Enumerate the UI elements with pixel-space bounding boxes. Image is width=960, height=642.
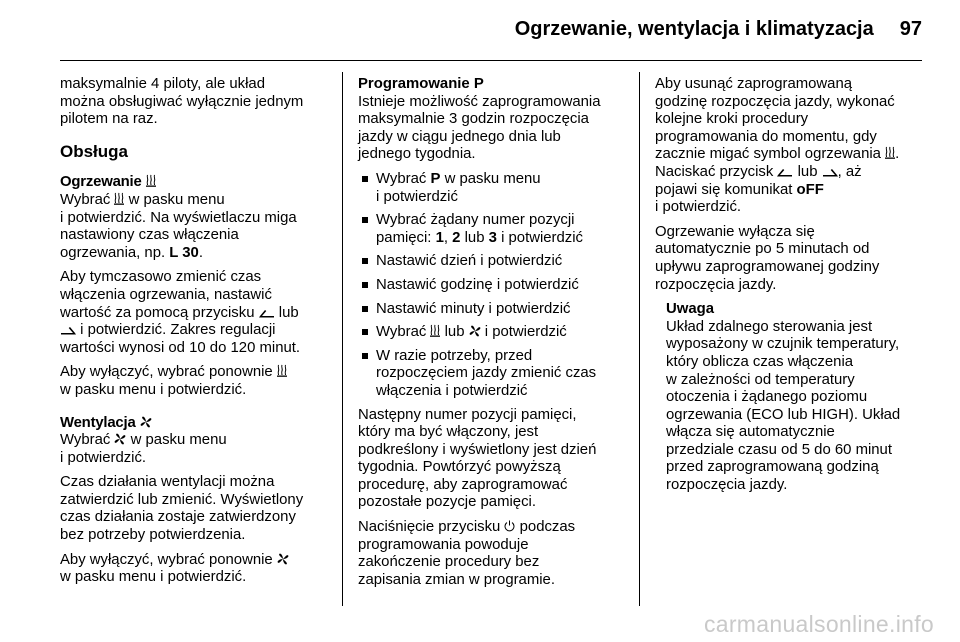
- page-title: Ogrzewanie, wentylacja i klimatyzacja: [514, 18, 874, 40]
- page-header: [515, 18, 922, 41]
- ventilation-heading: Wentylacja: [60, 415, 328, 433]
- note-title: Uwaga: [666, 301, 714, 318]
- heating-icon: [146, 174, 156, 187]
- column-1: [60, 76, 328, 594]
- list-item: Nastawić dzień i potwierdzić: [360, 253, 628, 271]
- watermark: carmanualsonline.info: [703, 611, 934, 637]
- column-3: [655, 76, 925, 495]
- column-divider: [342, 72, 343, 606]
- list-item: Nastawić godzinę i potwierdzić: [360, 277, 628, 295]
- power-button-icon: [504, 520, 515, 532]
- heating-icon: [277, 364, 287, 377]
- programming-heading: Programowanie P: [358, 76, 484, 92]
- heating-paragraph-1: Wybrać w pasku menu i potwierdzić. Na wyświetlaczu miga nastawiony czas włączenia ogrzewania, np. L 30.: [60, 191, 297, 261]
- note-box: Uwaga Układ zdalnego sterowania jest wyposażony w czujnik temperatury, który oblicza czas włączenia w zależności od temperatury otoczenia i żądanego poziomu ogrzewania (ECO lub HIGH). Układ włącza się automatycznie przedziale czasu od 5 do 60 minut przed zaprogramowaną godziną rozpoczęcia jazdy.: [666, 301, 901, 494]
- ventilation-fan-icon: [140, 416, 152, 428]
- heating-icon: [885, 146, 895, 159]
- programming-paragraph-3: Naciśnięcie przycisku podczas programowania powoduje zakończenie procedury bez zapisania zmian w programie.: [358, 519, 576, 588]
- list-item: Wybrać żądany numer pozycji pamięci: 1, 2 lub 3 i potwierdzić: [360, 212, 628, 247]
- ventilation-paragraph-2: Czas działania wentylacji można zatwierdzić lub zmienić. Wyświetlony czas działania zostaje zatwierdzony bez potrzeby potwierdzenia.: [60, 474, 304, 544]
- ventilation-fan-icon: [469, 325, 481, 337]
- ventilation-paragraph-3: Aby wyłączyć, wybrać ponownie w pasku menu i potwierdzić.: [60, 552, 328, 587]
- left-arrow-button-icon: [259, 309, 275, 318]
- section-heading: Obsługa: [60, 141, 129, 161]
- programming-paragraph-2: Następny numer pozycji pamięci, który ma być włączony, jest podkreślony i wyświetlony jest dzień tygodnia. Powtórzyć powyższą procedurę, aby zaprogramować pozostałe pozycje pamięci.: [358, 406, 597, 511]
- delete-program-paragraph: Aby usunąć zaprogramowaną godzinę rozpoczęcia jazdy, wykonać kolejne kroki procedury programowania do momentu, gdy zacznie migać symbol ogrzewania . Naciskać przycisk lub , aż pojawi się komunikat oFF i potwierdzić.: [655, 76, 900, 216]
- ventilation-fan-icon: [114, 433, 126, 445]
- page-number: 97: [899, 18, 922, 40]
- list-item: Nastawić minuty i potwierdzić: [360, 301, 628, 319]
- right-arrow-button-icon: [822, 168, 838, 177]
- list-item: W razie potrzeby, przed rozpoczęciem jazdy zmienić czas włączenia i potwierdzić: [360, 348, 628, 401]
- intro-paragraph: maksymalnie 4 piloty, ale układ można obsługiwać wyłącznie jednym pilotem na raz.: [60, 76, 304, 128]
- heating-icon: [430, 324, 440, 337]
- ventilation-paragraph-1: Wybrać w pasku menu i potwierdzić.: [60, 432, 227, 466]
- list-item: Wybrać lub i potwierdzić: [360, 324, 628, 342]
- heating-paragraph-2: Aby tymczasowo zmienić czas włączenia ogrzewania, nastawić wartość za pomocą przycisku lub i potwierdzić. Zakres regulacji wartości wynosi od 10 do 120 minut.: [60, 269, 301, 356]
- heating-paragraph-3: Aby wyłączyć, wybrać ponownie w pasku menu i potwierdzić.: [60, 364, 328, 399]
- heating-heading: Ogrzewanie: [60, 174, 328, 192]
- left-arrow-button-icon: [777, 168, 793, 177]
- auto-off-paragraph: Ogrzewanie wyłącza się automatycznie po 5 minutach od upływu zaprogramowanej godziny rozpoczęcia jazdy.: [655, 223, 880, 293]
- programming-steps-list: [358, 171, 628, 401]
- heating-icon: [114, 192, 124, 205]
- column-2: [358, 76, 628, 596]
- right-arrow-button-icon: [60, 326, 76, 335]
- header-divider: [60, 60, 922, 61]
- ventilation-fan-icon: [277, 553, 289, 565]
- programming-paragraph-1: Programowanie P Istnieje możliwość zaprogramowania maksymalnie 3 godzin rozpoczęcia jazdy w ciągu jednego dnia lub jednego tygodnia.: [358, 76, 601, 163]
- list-item: Wybrać P w pasku menu i potwierdzić: [360, 171, 628, 206]
- column-divider: [639, 72, 640, 606]
